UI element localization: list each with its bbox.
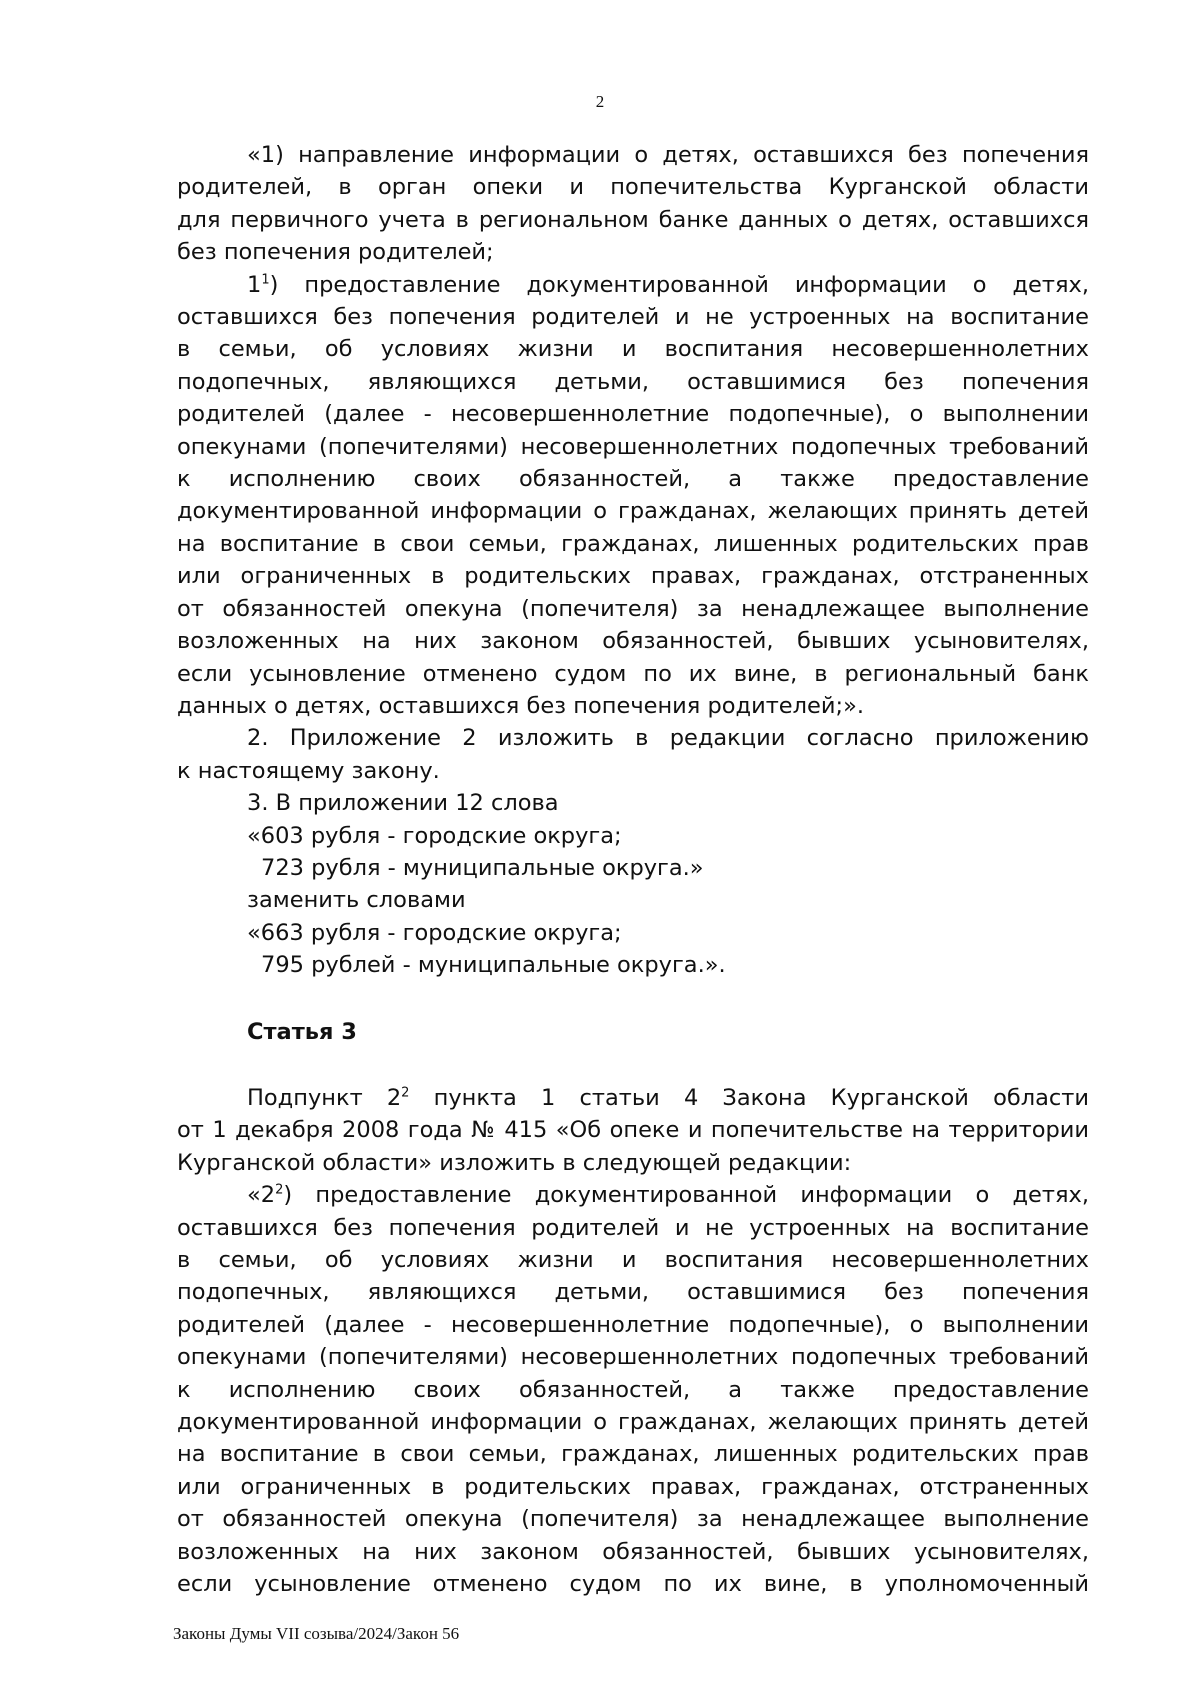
text-line: «663 рубля - городские округа; [247, 919, 622, 946]
text-line: если усыновление отменено судом по их вине, в региональный банк [177, 660, 1089, 687]
text-line: опекунами (попечителями) несовершеннолетних подопечных требований [177, 1344, 1089, 1371]
text-line: родителей, в орган опеки и попечительства Курганской области [177, 174, 1089, 201]
document-footer: Законы Думы VII созыва/2024/Закон 56 [173, 1624, 460, 1643]
text-line: оставшихся без попечения родителей и не устроенных на воспитание [177, 304, 1089, 331]
text-line: оставшихся без попечения родителей и не устроенных на воспитание [177, 1214, 1089, 1241]
text-line: от обязанностей опекуна (попечителя) за ненадлежащее выполнение [177, 595, 1089, 622]
item-number: «2 [247, 1182, 276, 1209]
text-line [177, 1082, 1089, 1114]
text-line: родителей (далее - несовершеннолетние подопечные), о выполнении [177, 1311, 1089, 1338]
text-line: или ограниченных в родительских правах, гражданах, отстраненных [177, 563, 1089, 590]
text-line: если усыновление отменено судом по их вине, в уполномоченный [177, 1571, 1089, 1598]
text-line: на воспитание в свои семьи, гражданах, лишенных родительских прав [177, 530, 1089, 557]
text-line: на воспитание в свои семьи, гражданах, лишенных родительских прав [177, 1441, 1089, 1468]
superscript: 2 [275, 1182, 284, 1198]
text-line: 3. В приложении 12 слова [247, 790, 559, 817]
text-line: опекунами (попечителями) несовершеннолетних подопечных требований [177, 433, 1089, 460]
text-segment: пункта 1 статьи 4 Закона Курганской области [409, 1084, 1089, 1111]
text-line: без попечения родителей; [177, 239, 494, 266]
text-line: документированной информации о гражданах, желающих принять детей [177, 498, 1089, 525]
text-line [177, 1179, 1089, 1211]
text-line: 723 рубля - муниципальные округа.» [261, 854, 704, 881]
superscript: 1 [261, 272, 270, 288]
text-line: Курганской области» изложить в следующей редакции: [177, 1149, 852, 1176]
text-line: к исполнению своих обязанностей, а также предоставление [177, 1376, 1089, 1403]
document-body [177, 139, 1089, 1600]
text-line: для первичного учета в региональном банке данных о детях, оставшихся [177, 206, 1089, 233]
text-segment: ) предоставление документированной информации о детях, [283, 1182, 1089, 1209]
text-line: «1) направление информации о детях, оставшихся без попечения [247, 142, 1089, 168]
spacer [177, 982, 1089, 1016]
text-segment: Подпункт 2 [247, 1084, 402, 1111]
text-line: заменить словами [247, 887, 466, 914]
text-line: «603 рубля - городские округа; [247, 822, 622, 849]
text-line: родителей (далее - несовершеннолетние подопечные), о выполнении [177, 401, 1089, 428]
text-line: в семьи, об условиях жизни и воспитания несовершеннолетних [177, 336, 1089, 363]
text-line: 2. Приложение 2 изложить в редакции согласно приложению [247, 725, 1089, 752]
text-line [177, 269, 1089, 301]
page-number: 2 [595, 92, 605, 111]
text-line: от обязанностей опекуна (попечителя) за ненадлежащее выполнение [177, 1506, 1089, 1533]
text-line: от 1 декабря 2008 года № 415 «Об опеке и попечительстве на территории [177, 1117, 1089, 1144]
spacer [177, 1048, 1089, 1082]
text-line: к исполнению своих обязанностей, а также предоставление [177, 466, 1089, 493]
item-number: 1 [247, 271, 262, 298]
text-line: к настоящему закону. [177, 757, 440, 784]
text-line: или ограниченных в родительских правах, гражданах, отстраненных [177, 1473, 1089, 1500]
text-segment: ) предоставление документированной информации о детях, [269, 271, 1089, 298]
text-line: данных о детях, оставшихся без попечения родителей;». [177, 692, 864, 719]
text-line: документированной информации о гражданах, желающих принять детей [177, 1409, 1089, 1436]
text-line: возложенных на них законом обязанностей, бывших усыновителях, [177, 1538, 1089, 1565]
text-line: возложенных на них законом обязанностей, бывших усыновителях, [177, 628, 1089, 655]
superscript: 2 [401, 1085, 410, 1101]
text-line: подопечных, являющихся детьми, оставшимися без попечения [177, 1279, 1089, 1306]
text-line: в семьи, об условиях жизни и воспитания несовершеннолетних [177, 1247, 1089, 1273]
text-line: подопечных, являющихся детьми, оставшимися без попечения [177, 368, 1089, 395]
article-heading: Статья 3 [247, 1018, 357, 1045]
text-line: 795 рублей - муниципальные округа.». [261, 952, 726, 979]
